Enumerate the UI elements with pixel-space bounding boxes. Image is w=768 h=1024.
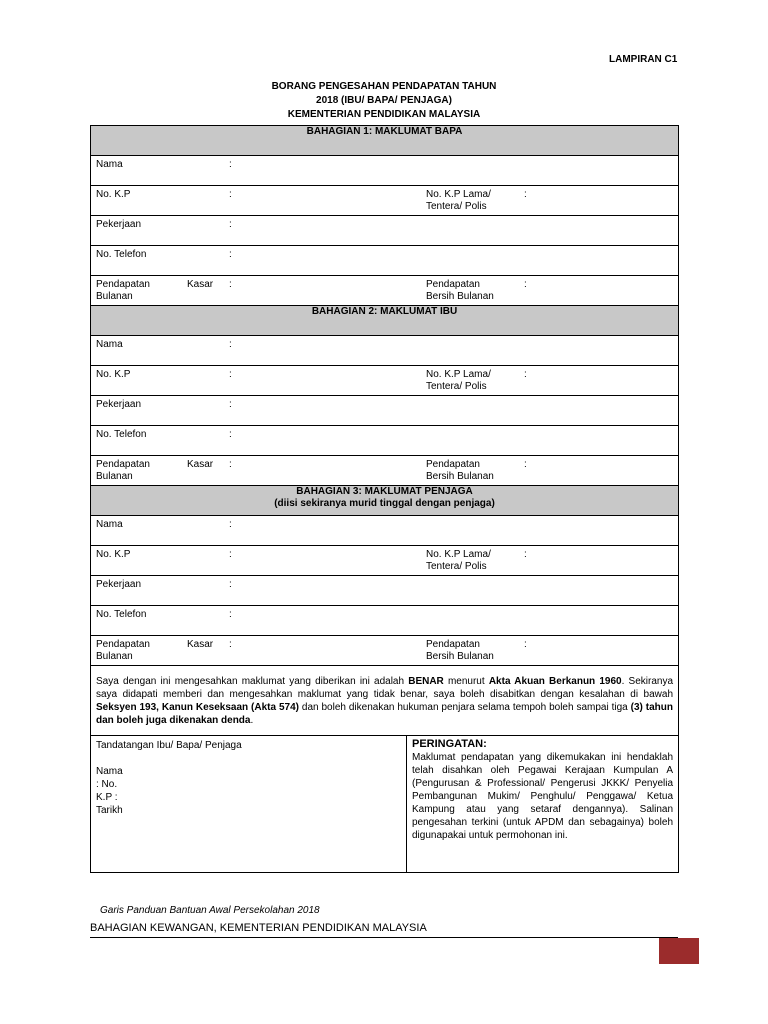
section-3-header: BAHAGIAN 3: MAKLUMAT PENJAGA (diisi sekiranya murid tinggal dengan penjaga): [91, 486, 679, 516]
declaration-text: Saya dengan ini mengesahkan maklumat yang diberikan ini adalah BENAR menurut Akta Akuan Berkanun 1960. Sekiranya saya didapati memberi dan mengesahkan maklumat yang tidak benar, saya boleh disabitkan dengan kesalahan di bawah Seksyen 193, Kanun Keseksaan (Akta 574) dan boleh dikenakan hukuman penjara selama tempoh boleh sampai tiga (3) tahun dan boleh juga dikenakan denda.: [91, 666, 679, 736]
guardian-phone-field[interactable]: No. Telefon :: [96, 609, 232, 620]
warning-box: PERINGATAN: Maklumat pendapatan yang dikemukakan ini hendaklah telah disahkan oleh Pegawai Kerajaan Kumpulan A (Pengurusan & Professional/ Pengerusi JKKK/ Penyelia Pembangunan Mukim/ Penghulu/ Penggawa/ Ketua Kampung atau yang setaraf dengannya). Salinan pengesahan terkini (untuk APDM dan sebagainya) boleh digunapakai untuk permohonan ini.: [407, 736, 679, 873]
guardian-occupation-field[interactable]: Pekerjaan :: [96, 579, 232, 590]
section-1-header: BAHAGIAN 1: MAKLUMAT BAPA: [91, 126, 679, 156]
footer-department: BAHAGIAN KEWANGAN, KEMENTERIAN PENDIDIKAN MALAYSIA: [90, 922, 427, 934]
mother-name-field[interactable]: Nama :: [96, 339, 232, 350]
mother-phone-field[interactable]: No. Telefon :: [96, 429, 232, 440]
guardian-income-field[interactable]: Pendapatan Bulanan Kasar : Pendapatan Bersih Bulanan :: [96, 639, 527, 662]
mother-occupation-field[interactable]: Pekerjaan :: [96, 399, 232, 410]
guardian-name-field[interactable]: Nama :: [96, 519, 232, 530]
lampiran-label: LAMPIRAN C1: [609, 54, 678, 65]
income-form-table: [90, 125, 679, 873]
mother-income-field[interactable]: Pendapatan Bulanan Kasar : Pendapatan Bersih Bulanan :: [96, 459, 527, 482]
signature-box[interactable]: Tandatangan Ibu/ Bapa/ Penjaga Nama : No. K.P : Tarikh: [91, 736, 407, 873]
footer-rule: [90, 937, 678, 938]
father-phone-field[interactable]: No. Telefon :: [96, 249, 232, 260]
title-line-1: BORANG PENGESAHAN PENDAPATAN TAHUN: [271, 81, 497, 92]
father-ic-field[interactable]: No. K.P : No. K.P Lama/ Tentera/ Polis :: [96, 189, 527, 212]
title-line-2: 2018 (IBU/ BAPA/ PENJAGA): [316, 95, 452, 106]
footer-guide: Garis Panduan Bantuan Awal Persekolahan 2018: [100, 905, 320, 916]
mother-ic-field[interactable]: No. K.P : No. K.P Lama/ Tentera/ Polis :: [96, 369, 527, 392]
father-income-field[interactable]: Pendapatan Bulanan Kasar : Pendapatan Bersih Bulanan :: [96, 279, 527, 302]
father-name-field[interactable]: Nama :: [96, 159, 232, 170]
guardian-ic-field[interactable]: No. K.P : No. K.P Lama/ Tentera/ Polis :: [96, 549, 527, 572]
father-occupation-field[interactable]: Pekerjaan :: [96, 219, 232, 230]
page-marker: [659, 938, 699, 964]
form-title: [90, 80, 678, 122]
section-2-header: BAHAGIAN 2: MAKLUMAT IBU: [91, 306, 679, 336]
title-line-3: KEMENTERIAN PENDIDIKAN MALAYSIA: [287, 109, 481, 120]
